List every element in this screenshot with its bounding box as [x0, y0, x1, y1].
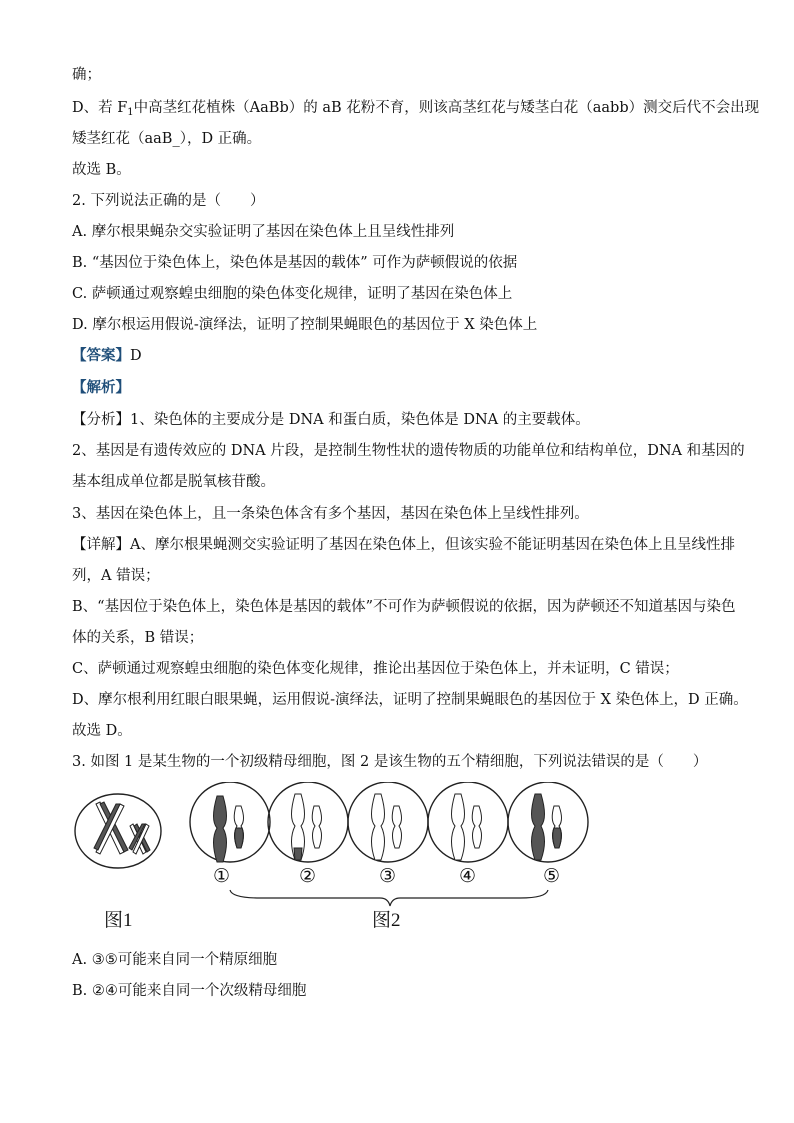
text-line: 确；: [72, 67, 101, 83]
figure-2-cell-2: [268, 782, 348, 862]
figure-2-cell-5: [508, 782, 588, 862]
option-b: B. ②④可能来自同一个次级精母细胞: [72, 983, 307, 999]
text-line: C、萨顿通过观察蝗虫细胞的染色体变化规律，推论出基因位于染色体上，并未证明，C 错误；: [72, 661, 679, 677]
fenxi-line: [72, 410, 732, 430]
text-line: 基本组成单位都是脱氧核苷酸。: [72, 474, 275, 490]
analysis-tag: 【解析】: [72, 379, 130, 396]
text-fragment: 中高茎红花植株（AaBb）的 aB 花粉不育，则该高茎红花与矮茎白花（aabb）测交后代不会出现: [133, 100, 760, 116]
fenxi-text: 1、染色体的主要成分是 DNA 和蛋白质，染色体是 DNA 的主要载体。: [130, 412, 590, 428]
text-line-option-d: [72, 98, 760, 123]
cell-diagram: [60, 782, 620, 942]
xiangjie-line: [72, 535, 735, 555]
text-line: 故选 D。: [72, 723, 132, 739]
text-line: 矮茎红花（aaB_），D 正确。: [72, 131, 262, 147]
option-a: A. 摩尔根果蝇杂交实验证明了基因在染色体上且呈线性排列: [72, 224, 455, 240]
answer-value: D: [130, 348, 142, 364]
figure-2-cell-4: [428, 782, 508, 862]
text-line: 故选 B。: [72, 162, 131, 178]
option-d: D. 摩尔根运用假说-演绎法，证明了控制果蝇眼色的基因位于 X 染色体上: [72, 317, 538, 333]
figure-2-cell-3: [348, 782, 428, 862]
question-stem: 2. 下列说法正确的是（ ）: [72, 193, 265, 209]
text-fragment: D、若 F: [72, 100, 128, 116]
cell-label-1: ①: [213, 866, 231, 887]
question-stem: 3. 如图 1 是某生物的一个初级精母细胞，图 2 是该生物的五个精细胞，下列说法错误的是（ ）: [72, 754, 708, 770]
figure-2-cell-1: [190, 782, 270, 862]
analysis-line: [72, 378, 732, 398]
subscript: 1: [127, 107, 134, 118]
figure-2-label: 图2: [372, 910, 401, 931]
text-line: D、摩尔根利用红眼白眼果蝇，运用假说-演绎法，证明了控制果蝇眼色的基因位于 X 染色体上，D 正确。: [72, 692, 748, 708]
xiangjie-text: A、摩尔根果蝇测交实验证明了基因在染色体上，但该实验不能证明基因在染色体上且呈线性排: [130, 537, 735, 553]
text-line: B、“基因位于染色体上，染色体是基因的载体”不可作为萨顿假说的依据，因为萨顿还不知道基因与染色: [72, 599, 736, 615]
option-b: B. “基因位于染色体上，染色体是基因的载体” 可作为萨顿假说的依据: [72, 255, 518, 271]
figure-1-cell: [75, 794, 161, 868]
answer-line: [72, 346, 732, 366]
xiangjie-tag: 【详解】: [72, 537, 130, 553]
cell-label-3: ③: [379, 866, 397, 887]
cell-label-4: ④: [459, 866, 477, 887]
figure-1-label: 图1: [104, 910, 133, 931]
fenxi-tag: 【分析】: [72, 412, 130, 428]
cell-label-5: ⑤: [543, 866, 561, 887]
answer-tag: 【答案】: [72, 347, 130, 364]
text-line: 2、基因是有遗传效应的 DNA 片段，是控制生物性状的遗传物质的功能单位和结构单位，DNA 和基因的: [72, 443, 745, 459]
option-c: C. 萨顿通过观察蝗虫细胞的染色体变化规律，证明了基因在染色体上: [72, 286, 513, 302]
text-line: 列，A 错误；: [72, 568, 160, 584]
figure-2-brace: [230, 890, 548, 906]
text-line: 体的关系，B 错误；: [72, 630, 204, 646]
figure-cells: [60, 782, 620, 942]
text-line: 3、基因在染色体上，且一条染色体含有多个基因，基因在染色体上呈线性排列。: [72, 506, 589, 522]
option-a: A. ③⑤可能来自同一个精原细胞: [72, 952, 278, 968]
cell-label-2: ②: [299, 866, 317, 887]
